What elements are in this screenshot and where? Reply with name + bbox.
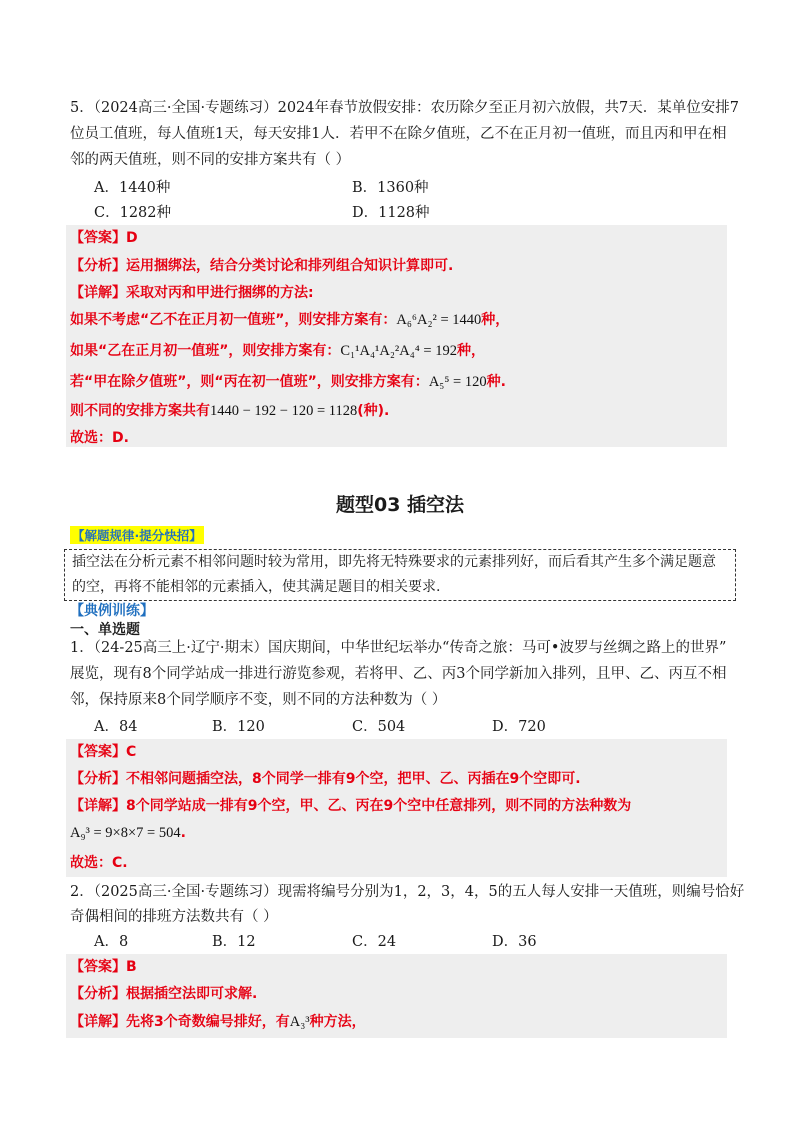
q2-option-c: C．24 <box>352 934 397 950</box>
formula-a9: A₉³ = 9×8×7 = 504 <box>70 825 181 841</box>
rule-tag: 【解题规律·提分快招】 <box>72 528 202 543</box>
example-tag: 【典例训练】 <box>70 603 154 619</box>
q5-detail-line-4: 则不同的安排方案共有1440 − 192 − 120 = 1128(种). <box>70 403 390 419</box>
formula-a3: A₃³ <box>289 1014 310 1030</box>
q5-line-2: 位员工值班，每人值班1天，每天安排1人．若甲不在除夕值班，乙不在正月初一值班，而且丙和甲在相 <box>70 126 727 142</box>
q1-choose: 故选：C. <box>70 855 128 871</box>
q5-answer: 【答案】D <box>70 230 138 246</box>
q5-analysis: 【分析】运用捆绑法，结合分类讨论和排列组合知识计算即可. <box>70 258 454 274</box>
formula-a5: A₅⁵ = 120 <box>428 374 487 390</box>
q1-analysis: 【分析】不相邻问题插空法，8个同学一排有9个空，把甲、乙、丙插在9个空即可. <box>70 771 581 787</box>
q2-answer: 【答案】B <box>70 959 137 975</box>
rule-line-1: 插空法在分析元素不相邻问题时较为常用，即先将无特殊要求的元素排列好，而后看其产生多个满足题意 <box>72 554 716 570</box>
q5-choose: 故选：D. <box>70 430 129 446</box>
q1-option-b: B．120 <box>212 719 265 735</box>
q1-option-c: C．504 <box>352 719 406 735</box>
q5-option-c: C．1282种 <box>94 205 171 221</box>
q2-option-a: A．8 <box>94 934 129 950</box>
q5-line-1: 5．（2024高三·全国·专题练习）2024年春节放假安排：农历除夕至正月初六放假，共7天．某单位安排7 <box>70 100 739 116</box>
q1-answer: 【答案】C <box>70 744 137 760</box>
q5-detail: 【详解】采取对丙和甲进行捆绑的方法: <box>70 285 314 301</box>
q5-option-b: B．1360种 <box>352 180 429 196</box>
q1-option-d: D．720 <box>492 719 546 735</box>
q5-detail-line-2: 如果“乙在正月初一值班”，则安排方案有：C₁¹A₄¹A₂²A₄⁴ = 192种， <box>70 343 485 359</box>
q5-detail-line-1: 如果不考虑“乙不在正月初一值班”，则安排方案有：A₆⁶A₂² = 1440种， <box>70 312 510 328</box>
q2-option-b: B．12 <box>212 934 256 950</box>
formula-total: 1440 − 192 − 120 = 1128 <box>210 403 358 419</box>
q1-option-a: A．84 <box>94 719 138 735</box>
q2-option-d: D．36 <box>492 934 537 950</box>
formula-c1a4a2a4: C₁¹A₄¹A₂²A₄⁴ = 192 <box>340 343 457 359</box>
q1-detail-formula-line: A₉³ = 9×8×7 = 504. <box>70 825 186 841</box>
q5-line-3: 邻的两天值班，则不同的安排方案共有（ ） <box>70 152 351 168</box>
q1-line-3: 邻，保持原来8个同学顺序不变，则不同的方法种数为（ ） <box>70 692 447 708</box>
q1-line-1: 1．（24-25高三上·辽宁·期末）国庆期间，中华世纪坛举办“传奇之旅：马可•波罗与丝绸之路上的世界” <box>70 640 727 656</box>
formula-a6a2: A₆⁶A₂² = 1440 <box>396 312 482 328</box>
q2-line-2: 奇偶相间的排班方法数共有（ ） <box>70 909 278 925</box>
q2-analysis: 【分析】根据插空法即可求解. <box>70 986 258 1002</box>
q1-detail: 【详解】8个同学站成一排有9个空，甲、乙、丙在9个空中任意排列，则不同的方法种数为 <box>70 798 632 814</box>
q2-line-1: 2．（2025高三·全国·专题练习）现需将编号分别为1，2，3，4，5的五人每人安排一天值班，则编号恰好 <box>70 884 745 900</box>
single-choice-heading: 一、单选题 <box>70 622 140 638</box>
section-title: 题型03 插空法 <box>335 494 465 516</box>
rule-line-2: 的空，再将不能相邻的元素插入，使其满足题目的相关要求. <box>72 579 441 595</box>
q5-detail-line-3: 若“甲在除夕值班”，则“丙在初一值班”，则安排方案有：A₅⁵ = 120种. <box>70 374 506 390</box>
q1-line-2: 展览，现有8个同学站成一排进行游览参观，若将甲、乙、丙3个同学新加入排列，且甲、乙、丙互不相 <box>70 666 727 682</box>
q5-option-a: A．1440种 <box>94 180 171 196</box>
q5-option-d: D．1128种 <box>352 205 430 221</box>
q2-detail: 【详解】先将3个奇数编号排好，有A₃³种方法， <box>70 1014 366 1030</box>
